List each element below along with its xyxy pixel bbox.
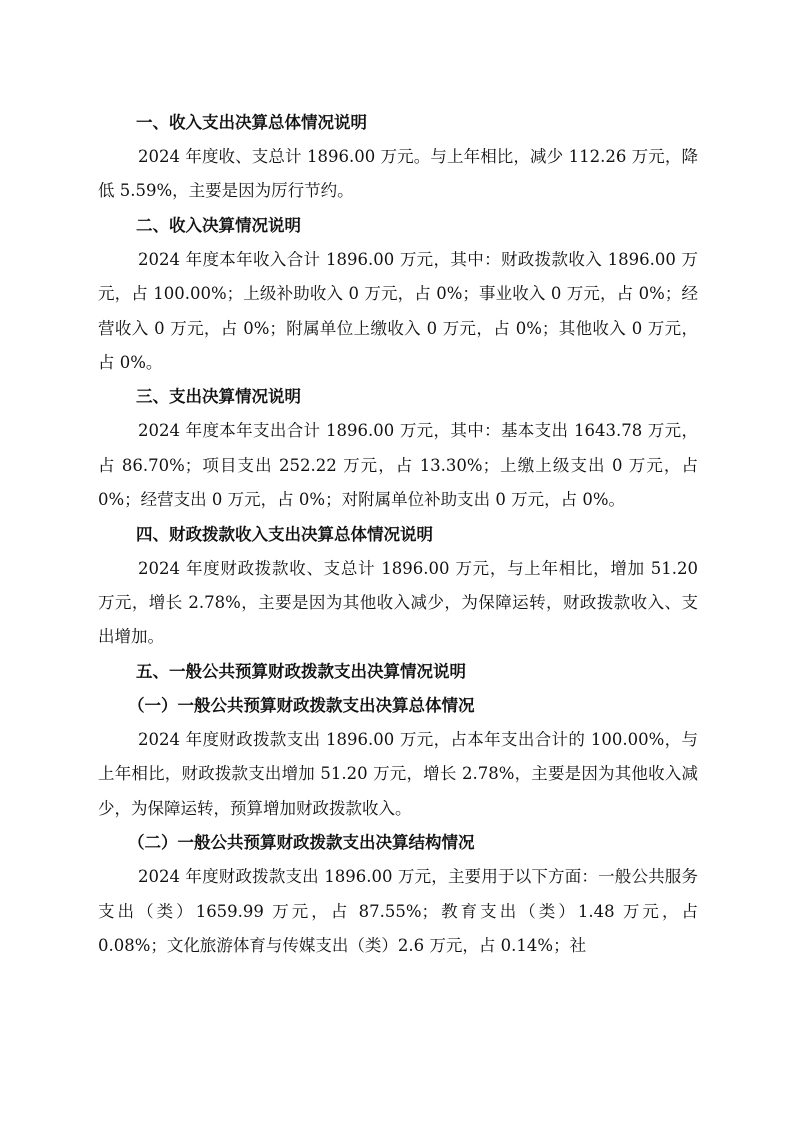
section-5-heading: 五、一般公共预算财政拨款支出决算情况说明 [136, 661, 466, 681]
section-1-paragraph: 2024 年度收、支总计 1896.00 万元。与上年相比，减少 112.26 万元，降低 5.59%，主要是因为厉行节约。 [98, 147, 698, 201]
section-2-paragraph: 2024 年度本年收入合计 1896.00 万元，其中：财政拨款收入 1896.00 万元，占 100.00%；上级补助收入 0 万元，占 0%；事业收入 0 万元，占 0%；经营收入 0 万元，占 0%；附属单位上缴收入 0 万元，占 0%；其他收入 0 万元，占 0%。 [98, 249, 698, 373]
section-3-paragraph: 2024 年度本年支出合计 1896.00 万元，其中：基本支出 1643.78 万元，占 86.70%；项目支出 252.22 万元，占 13.30%；上缴上级支出 0 万元，占 0%；经营支出 0 万元，占 0%；对附属单位补助支出 0 万元，占 0%。 [98, 421, 698, 510]
subsection-5-1-paragraph: 2024 年度财政拨款支出 1896.00 万元，占本年支出合计的 100.00%，与上年相比，财政拨款支出增加 51.20 万元，增长 2.78%，主要是因为其他收入减少，为保障运转，预算增加财政拨款收入。 [98, 729, 698, 818]
subsection-5-1-heading: （一）一般公共预算财政拨款支出决算总体情况 [128, 695, 475, 715]
section-2-heading: 二、收入决算情况说明 [136, 215, 301, 235]
section-3-heading: 三、支出决算情况说明 [136, 387, 301, 407]
subsection-5-2-heading: （二）一般公共预算财政拨款支出决算结构情况 [128, 833, 475, 853]
section-4-paragraph: 2024 年度财政拨款收、支总计 1896.00 万元，与上年相比，增加 51.20 万元，增长 2.78%，主要是因为其他收入减少，为保障运转，财政拨款收入、支出增加。 [98, 558, 698, 647]
document-body [98, 106, 698, 963]
subsection-5-2-paragraph: 2024 年度财政拨款支出 1896.00 万元，主要用于以下方面：一般公共服务支出（类）1659.99 万元，占 87.55%；教育支出（类）1.48 万元，占 0.08%；文化旅游体育与传媒支出（类）2.6 万元，占 0.14%；社 [98, 867, 698, 955]
section-4-heading: 四、财政拨款收入支出决算总体情况说明 [136, 524, 433, 544]
section-1-heading: 一、收入支出决算总体情况说明 [136, 113, 367, 132]
